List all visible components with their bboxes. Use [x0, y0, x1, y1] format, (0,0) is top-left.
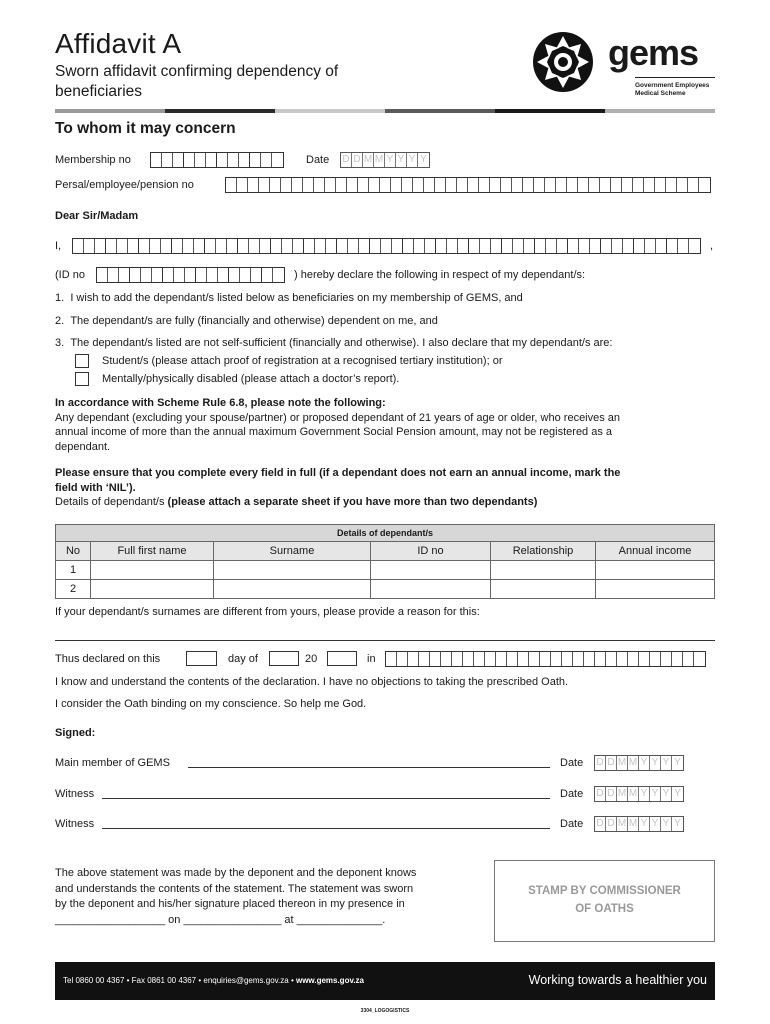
signed-label: Signed: [55, 727, 96, 739]
character-box [655, 178, 666, 192]
character-box [370, 239, 381, 253]
character-box [540, 652, 551, 666]
character-box [162, 153, 173, 167]
first-name-cell[interactable] [91, 580, 214, 599]
character-box [650, 652, 661, 666]
comma: , [710, 240, 714, 252]
logo-divider [635, 77, 715, 78]
day-of-label: day of [228, 653, 258, 665]
character-box [270, 178, 281, 192]
logo-wordmark: gems [608, 32, 699, 73]
character-box [617, 652, 628, 666]
membership-label: Membership no [55, 154, 131, 166]
character-box [397, 652, 408, 666]
character-box [457, 178, 468, 192]
character-box [490, 178, 501, 192]
character-box [556, 178, 567, 192]
column-header: Surname [214, 542, 371, 561]
date-placeholder-char: Y [674, 788, 681, 799]
character-box [699, 178, 710, 192]
character-box [469, 239, 480, 253]
disabled-checkbox[interactable] [75, 372, 89, 386]
character-box [452, 652, 463, 666]
character-box [152, 268, 163, 282]
character-box [163, 268, 174, 282]
character-box [414, 239, 425, 253]
character-box [292, 178, 303, 192]
character-box [479, 178, 490, 192]
character-box [446, 178, 457, 192]
character-box [119, 268, 130, 282]
character-box [273, 268, 284, 282]
character-box [677, 178, 688, 192]
commissioner-stamp-box: STAMP BY COMMISSIONER OF OATHS [494, 860, 715, 942]
character-box [326, 239, 337, 253]
character-box [228, 153, 239, 167]
main-member-signature-line[interactable] [188, 767, 550, 768]
character-box [600, 178, 611, 192]
date-placeholder-char: Y [639, 787, 650, 801]
character-box [380, 178, 391, 192]
website-link[interactable]: www.gems.gov.za [295, 976, 364, 985]
character-box [117, 239, 128, 253]
character-box [644, 178, 655, 192]
character-box [392, 239, 403, 253]
surname-cell[interactable] [214, 561, 371, 580]
character-box [184, 153, 195, 167]
character-box [534, 178, 545, 192]
character-box [480, 239, 491, 253]
character-box [501, 178, 512, 192]
character-box [590, 239, 601, 253]
character-box [623, 239, 634, 253]
date-field[interactable] [340, 152, 430, 168]
column-header: Relationship [491, 542, 596, 561]
table-row [56, 561, 715, 580]
main-member-date-field[interactable] [594, 755, 684, 771]
character-box [611, 178, 622, 192]
date-placeholder-char: Y [650, 817, 661, 831]
character-box [447, 239, 458, 253]
witness-1-label: Witness [55, 788, 95, 800]
date-placeholder-char: D [606, 787, 617, 801]
character-box [282, 239, 293, 253]
character-box [562, 652, 573, 666]
character-box [325, 178, 336, 192]
item-2: 2. The dependant/s are fully (financially and otherwise) dependent on me, and [55, 315, 438, 327]
character-box [304, 239, 315, 253]
table-caption: Details of dependant/s [56, 525, 715, 542]
membership-number-field[interactable] [150, 152, 284, 168]
dependants-table [55, 524, 715, 599]
know-statement: I know and understand the contents of the declaration. I have no objections to taking the prescribed Oath. [55, 676, 569, 688]
date-placeholder-char: D [595, 756, 606, 770]
student-checkbox[interactable] [75, 354, 89, 368]
character-box [250, 153, 261, 167]
character-box [441, 652, 452, 666]
character-box [683, 652, 694, 666]
document-code: 3304_LOGOGISTICS [360, 1008, 410, 1014]
i-label: I, [55, 240, 62, 252]
character-box [260, 239, 271, 253]
character-box [347, 178, 358, 192]
logo-subtitle: Government Employees Medical Scheme [635, 82, 710, 97]
id-open-label: (ID no [55, 269, 85, 281]
persal-number-field[interactable] [225, 177, 711, 193]
character-box [248, 178, 259, 192]
witness-2-signature-line[interactable] [102, 828, 550, 829]
date-placeholder-char: M [617, 818, 627, 829]
date-label: Date [560, 757, 584, 769]
rule-segment [385, 109, 495, 113]
income-cell[interactable] [596, 561, 715, 580]
character-box [238, 239, 249, 253]
character-box [358, 178, 369, 192]
salutation: Dear Sir/Madam [55, 210, 139, 222]
character-box [694, 652, 705, 666]
character-box [628, 652, 639, 666]
date-placeholder-char: Y [420, 154, 427, 165]
character-box [174, 268, 185, 282]
date-placeholder-char: Y [650, 756, 661, 770]
persal-label: Persal/employee/pension no [55, 179, 194, 191]
thus-declared-label: Thus declared on this [55, 653, 161, 665]
character-box [172, 239, 183, 253]
rule-segment [55, 109, 165, 113]
date-placeholder-char: M [628, 757, 638, 768]
date-placeholder-char: Y [407, 153, 418, 167]
character-box [678, 239, 689, 253]
id-number-field[interactable] [96, 267, 285, 283]
id-close-label: ) hereby declare the following in respect of my dependant/s: [294, 269, 586, 281]
character-box [97, 268, 108, 282]
page-title: Affidavit A [55, 28, 182, 59]
character-box [408, 652, 419, 666]
character-box [546, 239, 557, 253]
character-box [545, 178, 556, 192]
date-label: Date [560, 818, 584, 830]
main-member-label: Main member of GEMS [55, 757, 170, 769]
section-heading: To whom it may concern [55, 120, 236, 137]
date-placeholder-char: M [628, 788, 638, 799]
character-box [557, 239, 568, 253]
character-box [229, 268, 240, 282]
character-box [314, 178, 325, 192]
character-box [633, 178, 644, 192]
witness-1-date-field[interactable] [594, 786, 684, 802]
character-box [589, 178, 600, 192]
date-placeholder-char: Y [639, 817, 650, 831]
item-3: 3. The dependant/s listed are not self-sufficient (financially and otherwise). I also declare that my dependant/s are: [55, 337, 613, 349]
character-box [239, 153, 250, 167]
character-box [151, 153, 162, 167]
in-label: in [367, 653, 376, 665]
id-cell[interactable] [371, 561, 491, 580]
character-box [458, 239, 469, 253]
character-box [303, 178, 314, 192]
character-box [95, 239, 106, 253]
date-placeholder-char: D [352, 153, 363, 167]
character-box [601, 239, 612, 253]
character-box [237, 178, 248, 192]
character-box [251, 268, 262, 282]
rule-segment [165, 109, 275, 113]
character-box [507, 652, 518, 666]
date-placeholder-char: D [595, 787, 606, 801]
footer-tagline: Working towards a healthier you [528, 973, 707, 987]
student-option-label: Student/s (please attach proof of registration at a recognised tertiary institution); or [102, 355, 503, 367]
date-placeholder-char: Y [661, 756, 672, 770]
commissioner-statement: The above statement was made by the deponent and the deponent knows and understands the contents of the statement. The statement was sworn by the deponent and his/her signature placed thereon in my presence in __________________ on ________________ at ______________. [55, 867, 417, 926]
character-box [84, 239, 95, 253]
character-box [173, 153, 184, 167]
character-box [195, 153, 206, 167]
character-box [73, 239, 84, 253]
character-box [240, 268, 251, 282]
character-box [595, 652, 606, 666]
month-field[interactable] [269, 651, 299, 666]
character-box [529, 652, 540, 666]
year-field[interactable] [327, 651, 357, 666]
date-placeholder-char: D [606, 756, 617, 770]
character-box [523, 178, 534, 192]
relationship-cell[interactable] [491, 580, 596, 599]
date-placeholder-char: Y [639, 756, 650, 770]
rule-segment [605, 109, 715, 113]
character-box [402, 178, 413, 192]
rule-segment [275, 109, 385, 113]
date-placeholder-char: Y [674, 818, 681, 829]
column-header: Annual income [596, 542, 715, 561]
character-box [272, 153, 283, 167]
character-box [672, 652, 683, 666]
surname-reason-label: If your dependant/s surnames are different from yours, please provide a reason for this: [55, 606, 480, 618]
character-box [639, 652, 650, 666]
character-box [419, 652, 430, 666]
character-box [436, 239, 447, 253]
date-placeholder-char: Y [396, 153, 407, 167]
character-box [217, 153, 228, 167]
character-box [386, 652, 397, 666]
character-box [336, 178, 347, 192]
disabled-option-label: Mentally/physically disabled (please attach a doctor’s report). [102, 373, 400, 385]
character-box [337, 239, 348, 253]
date-label: Date [560, 788, 584, 800]
character-box [207, 268, 218, 282]
column-header: ID no [371, 542, 491, 561]
date-placeholder-char: D [341, 153, 352, 167]
surname-cell[interactable] [214, 580, 371, 599]
header-rule [55, 109, 715, 113]
character-box [622, 178, 633, 192]
character-box [645, 239, 656, 253]
character-box [606, 652, 617, 666]
date-placeholder-char: M [617, 788, 627, 799]
rule-segment [495, 109, 605, 113]
character-box [369, 178, 380, 192]
id-cell[interactable] [371, 580, 491, 599]
character-box [359, 239, 370, 253]
character-box [381, 239, 392, 253]
character-box [424, 178, 435, 192]
character-box [435, 178, 446, 192]
character-box [524, 239, 535, 253]
relationship-cell[interactable] [491, 561, 596, 580]
page-subtitle: Sworn affidavit confirming dependency of beneficiaries [55, 63, 339, 100]
item-1: 1. I wish to add the dependant/s listed below as beneficiaries on my membership of GEMS, and [55, 292, 523, 304]
character-box [656, 239, 667, 253]
date-placeholder-char: Y [661, 787, 672, 801]
character-box [391, 178, 402, 192]
character-box [249, 239, 260, 253]
scheme-rule-note: In accordance with Scheme Rule 6.8, please note the following: Any dependant (excluding your spouse/partner) or proposed dependant of 21 years of age or older, who receives an annual income of more than the annual maximum Government Social Pension amount, may not be registered as a dependant. [55, 397, 621, 453]
character-box [661, 652, 672, 666]
date-placeholder-char: Y [385, 153, 396, 167]
oath-statement: I consider the Oath binding on my conscience. So help me God. [55, 698, 367, 710]
day-field[interactable] [186, 651, 217, 666]
character-box [216, 239, 227, 253]
table-row [56, 580, 715, 599]
declarant-name-field[interactable] [72, 238, 701, 254]
character-box [348, 239, 359, 253]
character-box [161, 239, 172, 253]
character-box [259, 178, 270, 192]
gems-logo-icon [520, 22, 610, 102]
character-box [579, 239, 590, 253]
character-box [106, 239, 117, 253]
character-box [666, 178, 677, 192]
place-field[interactable] [385, 651, 706, 667]
first-name-cell[interactable] [91, 561, 214, 580]
date-placeholder-char: D [606, 817, 617, 831]
character-box [281, 178, 292, 192]
character-box [463, 652, 474, 666]
character-box [474, 652, 485, 666]
character-box [227, 239, 238, 253]
character-box [293, 239, 304, 253]
character-box [261, 153, 272, 167]
date-placeholder-char: M [363, 154, 373, 165]
date-placeholder-char: Y [661, 817, 672, 831]
year-prefix: 20 [305, 653, 318, 665]
character-box [468, 178, 479, 192]
character-box [425, 239, 436, 253]
character-box [568, 239, 579, 253]
character-box [315, 239, 326, 253]
character-box [513, 239, 524, 253]
column-header: No [56, 542, 91, 561]
character-box [485, 652, 496, 666]
date-placeholder-char: M [617, 757, 627, 768]
character-box [496, 652, 507, 666]
character-box [206, 153, 217, 167]
character-box [578, 178, 589, 192]
ensure-note: Please ensure that you complete every field in full (if a dependant does not earn an annual income, mark the field with ‘NIL’). Details of dependant/s (please attach a separate sheet if you have more than two dependants) [55, 467, 621, 508]
character-box [183, 239, 194, 253]
character-box [612, 239, 623, 253]
character-box [413, 178, 424, 192]
character-box [567, 178, 578, 192]
date-placeholder-char: Y [650, 787, 661, 801]
surname-reason-line[interactable] [55, 640, 715, 641]
date-label: Date [306, 154, 330, 166]
character-box [218, 268, 229, 282]
character-box [634, 239, 645, 253]
character-box [403, 239, 414, 253]
character-box [688, 178, 699, 192]
character-box [185, 268, 196, 282]
character-box [262, 268, 273, 282]
date-placeholder-char: M [374, 154, 384, 165]
character-box [271, 239, 282, 253]
character-box [108, 268, 119, 282]
character-box [584, 652, 595, 666]
character-box [150, 239, 161, 253]
character-box [205, 239, 216, 253]
row-number: 2 [56, 580, 91, 599]
character-box [139, 239, 150, 253]
footer-contact: Tel 0860 00 4367 • Fax 0861 00 4367 • enquiries@gems.gov.za • www.gems.gov.za [63, 976, 364, 985]
character-box [512, 178, 523, 192]
character-box [551, 652, 562, 666]
character-box [196, 268, 207, 282]
witness-2-date-field[interactable] [594, 816, 684, 832]
character-box [535, 239, 546, 253]
column-header: Full first name [91, 542, 214, 561]
character-box [430, 652, 441, 666]
row-number: 1 [56, 561, 91, 580]
character-box [128, 239, 139, 253]
character-box [573, 652, 584, 666]
income-cell[interactable] [596, 580, 715, 599]
character-box [130, 268, 141, 282]
character-box [667, 239, 678, 253]
character-box [141, 268, 152, 282]
footer-bar [55, 962, 715, 1000]
character-box [518, 652, 529, 666]
date-placeholder-char: M [628, 818, 638, 829]
character-box [502, 239, 513, 253]
character-box [194, 239, 205, 253]
date-placeholder-char: Y [674, 757, 681, 768]
witness-1-signature-line[interactable] [102, 798, 550, 799]
character-box [226, 178, 237, 192]
character-box [689, 239, 700, 253]
date-placeholder-char: D [595, 817, 606, 831]
character-box [491, 239, 502, 253]
witness-2-label: Witness [55, 818, 95, 830]
